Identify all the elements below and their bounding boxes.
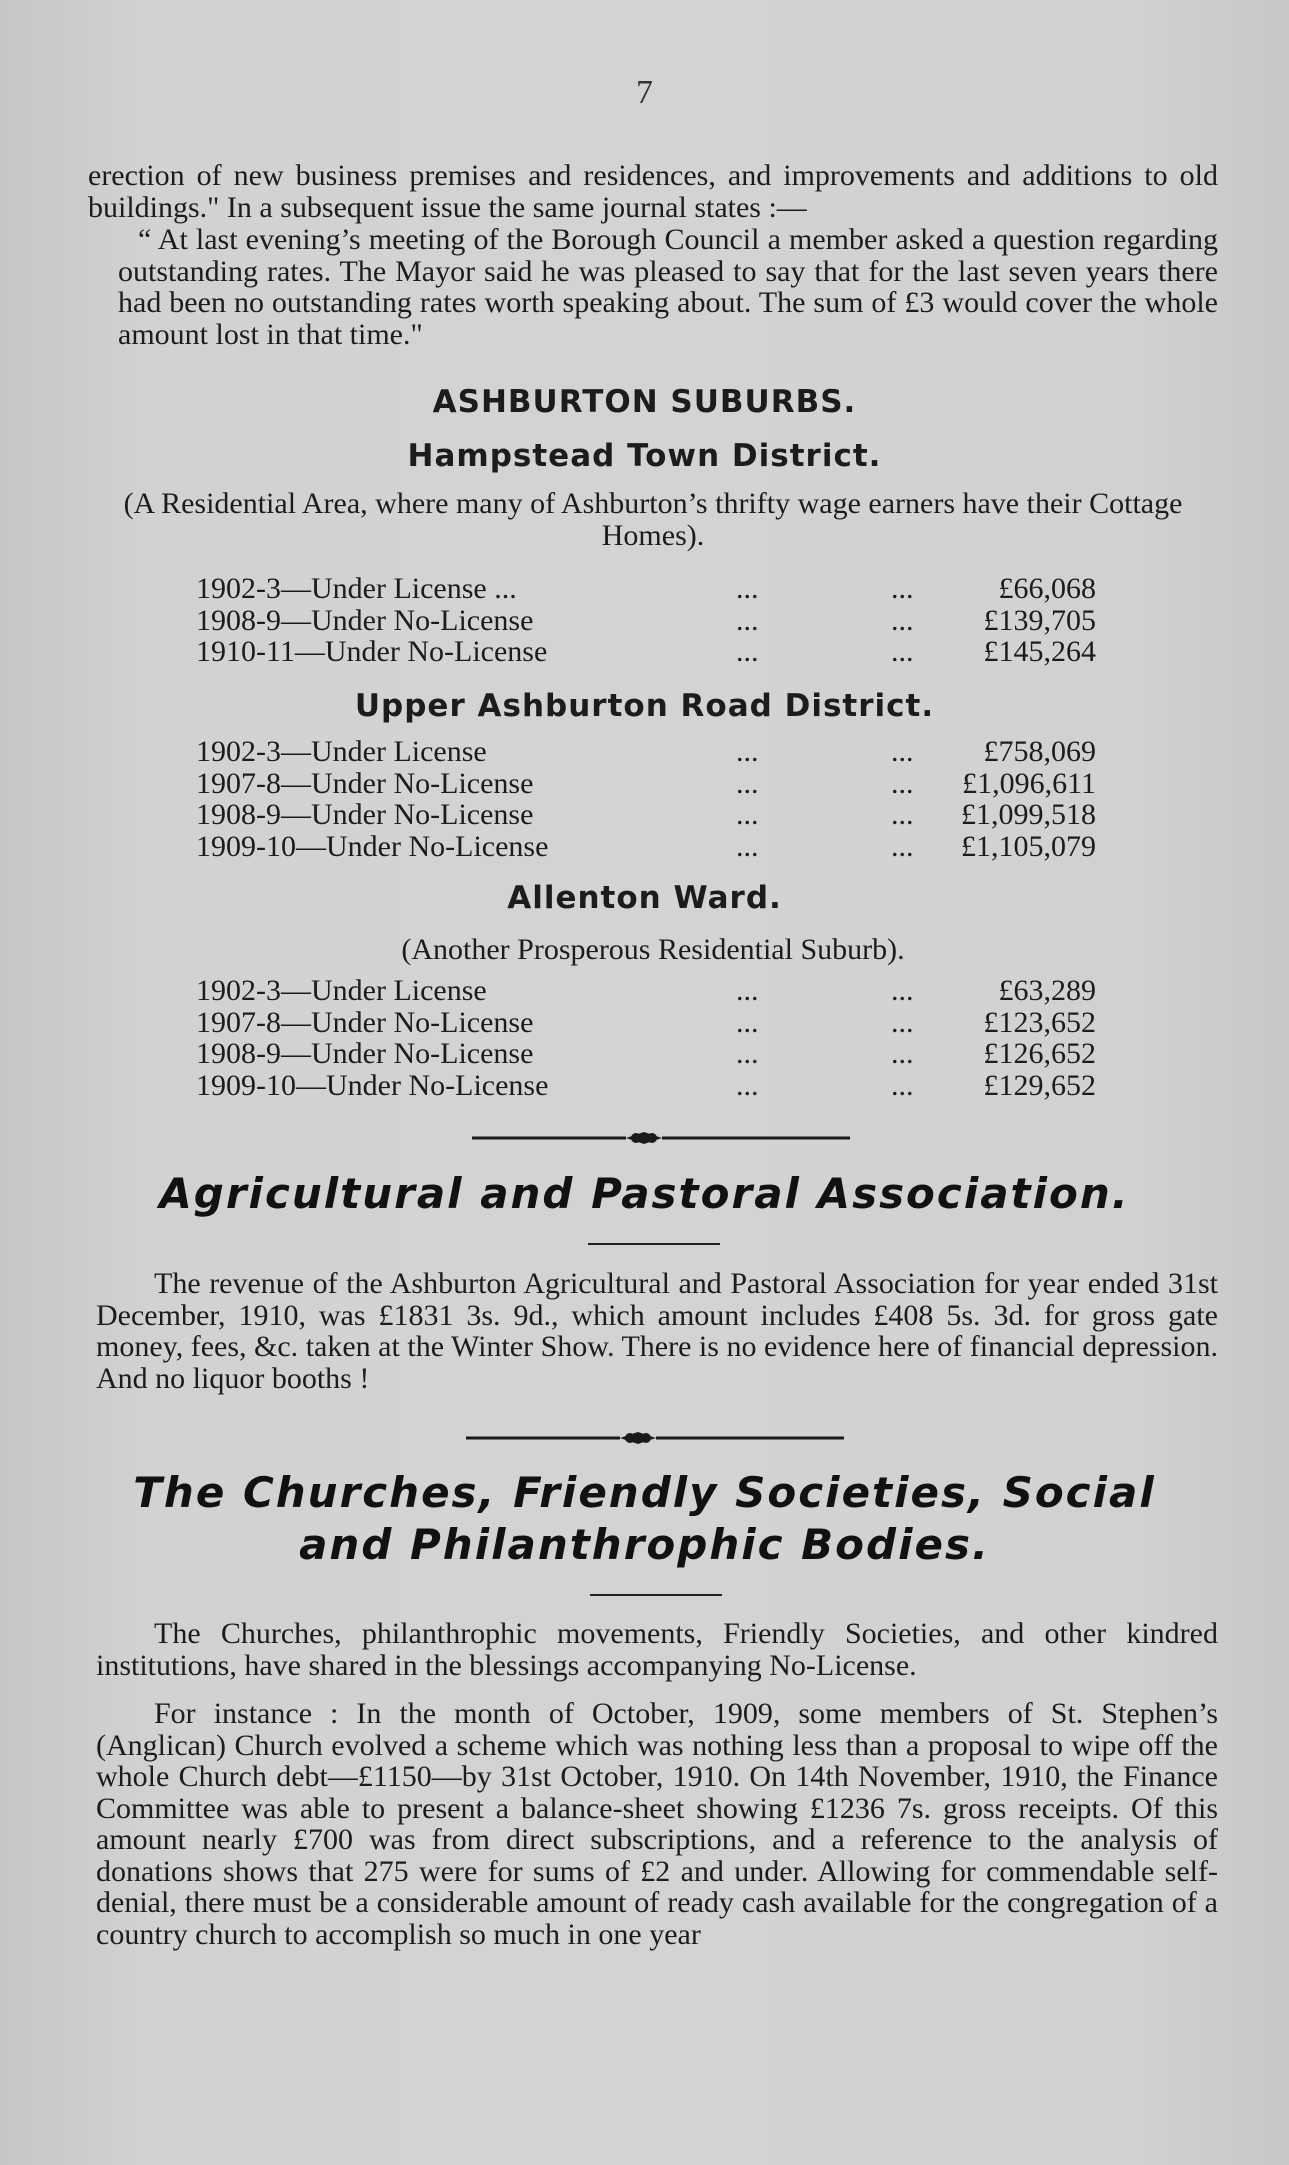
table-row xyxy=(196,975,1096,1007)
row-amount: £123,652 xyxy=(983,1005,1096,1039)
row-label: 1907-8—Under No-License xyxy=(196,1005,534,1039)
row-leader: ... xyxy=(736,766,759,800)
table-row xyxy=(196,605,1096,637)
row-leader: ... xyxy=(736,603,759,637)
agricultural-paragraph: The revenue of the Ashburton Agricultural and Pastoral Association for year ended 31st December, 1910, was £1831 3s. 9d., which amount includes £408 5s. 3d. for gross gate money, fees, &c. taken at the Winter Show. There is no evidence here of financial depression. And no liquor booths ! xyxy=(96,1267,1218,1395)
row-label: 1909-10—Under No-License xyxy=(196,1068,549,1102)
intro-quote xyxy=(118,224,1218,350)
allenton-table xyxy=(196,975,1096,1101)
row-leader: ... xyxy=(736,829,759,863)
row-label: 1907-8—Under No-License xyxy=(196,766,534,800)
row-leader: ... xyxy=(736,1037,759,1070)
row-leader: ... xyxy=(736,798,759,831)
row-label: 1910-11—Under No-License xyxy=(196,635,548,668)
churches-title-line1: The Churches, Friendly Societies, Social xyxy=(133,1468,1156,1517)
table-row xyxy=(196,736,1096,768)
row-amount: £145,264 xyxy=(983,635,1096,668)
row-label: 1902-3—Under License ... xyxy=(196,572,517,605)
agricultural-title: Agricultural and Pastoral Association. xyxy=(159,1169,1130,1218)
row-leader: ... xyxy=(891,1068,914,1102)
row-label: 1908-9—Under No-License xyxy=(196,1037,534,1070)
row-leader: ... xyxy=(736,974,759,1007)
churches-paragraph-1: The Churches, philanthrophic movements, Friendly Societies, and other kindred institutions, have shared in the blessings accompanying No-License. xyxy=(96,1617,1218,1682)
short-rule xyxy=(588,1243,720,1245)
table-row xyxy=(196,573,1096,605)
row-amount: £63,289 xyxy=(998,974,1096,1007)
row-leader: ... xyxy=(891,766,914,800)
row-label: 1908-9—Under No-License xyxy=(196,603,534,637)
row-leader: ... xyxy=(736,635,759,668)
row-label: 1909-10—Under No-License xyxy=(196,829,549,863)
row-amount: £139,705 xyxy=(983,603,1096,637)
row-leader: ... xyxy=(891,572,914,605)
district-title-upper-ashburton: Upper Ashburton Road District. xyxy=(354,688,935,724)
row-leader: ... xyxy=(891,1037,914,1070)
table-row xyxy=(196,768,1096,800)
table-row xyxy=(196,1038,1096,1070)
row-leader: ... xyxy=(736,735,759,768)
district-note-allenton: (Another Prosperous Residential Suburb). xyxy=(401,933,905,966)
intro-paragraph: erection of new business premises and residences, and improvements and additions to old buildings." In a subsequent issue the same journal states :— xyxy=(88,159,1218,224)
page-number: 7 xyxy=(636,74,653,111)
churches-title-line2: and Philanthrophic Bodies. xyxy=(299,1520,990,1569)
ornament-divider xyxy=(0,1130,1289,1146)
row-label: 1908-9—Under No-License xyxy=(196,798,534,831)
suburbs-title: ASHBURTON SUBURBS. xyxy=(432,384,857,420)
row-leader: ... xyxy=(736,572,759,605)
ornament-divider xyxy=(0,1430,1289,1446)
table-row xyxy=(196,636,1096,668)
row-leader: ... xyxy=(891,798,914,831)
row-label: 1902-3—Under License xyxy=(196,735,487,768)
table-row xyxy=(196,1070,1096,1102)
hampstead-table xyxy=(196,573,1096,668)
row-leader: ... xyxy=(736,1005,759,1039)
row-amount: £66,068 xyxy=(998,572,1096,605)
row-leader: ... xyxy=(736,1068,759,1102)
district-title-hampstead: Hampstead Town District. xyxy=(407,438,882,474)
table-row xyxy=(196,1007,1096,1039)
row-leader: ... xyxy=(891,635,914,668)
district-note-hampstead: (A Residential Area, where many of Ashburton’s thrifty wage earners have their Cottage Homes). xyxy=(123,487,1183,552)
intro-quote-text: “ At last evening’s meeting of the Borough Council a member asked a question regarding outstanding rates. The Mayor said he was pleased to say that for the last seven years there had been no outstanding rates worth speaking about. The sum of £3 would cover the whole amount lost in that time." xyxy=(118,223,1218,351)
short-rule xyxy=(590,1594,722,1596)
row-amount: £758,069 xyxy=(983,735,1096,768)
row-leader: ... xyxy=(891,829,914,863)
row-amount: £126,652 xyxy=(983,1037,1096,1070)
upper-ashburton-table xyxy=(196,736,1096,862)
row-leader: ... xyxy=(891,974,914,1007)
row-leader: ... xyxy=(891,735,914,768)
row-leader: ... xyxy=(891,603,914,637)
row-amount: £129,652 xyxy=(983,1068,1096,1102)
table-row xyxy=(196,831,1096,863)
row-amount: £1,105,079 xyxy=(961,829,1096,863)
row-amount: £1,099,518 xyxy=(961,798,1096,831)
row-label: 1902-3—Under License xyxy=(196,974,487,1007)
churches-paragraph-2: For instance : In the month of October, 1909, some members of St. Stephen’s (Anglican) Church evolved a scheme which was nothing less than a proposal to wipe off the whole Church debt—£1150—by 31st October, 1910. On 14th November, 1910, the Finance Committee was able to present a balance-sheet showing £1236 7s. gross receipts. Of this amount nearly £700 was from direct subscriptions, and a reference to the analysis of donations shows that 275 were for sums of £2 and under. Allowing for commendable self-denial, there must be a considerable amount of ready cash available for the congregation of a country church to accomplish so much in one year xyxy=(96,1697,1218,1951)
district-title-allenton: Allenton Ward. xyxy=(507,880,782,916)
row-amount: £1,096,611 xyxy=(962,766,1096,800)
table-row xyxy=(196,799,1096,831)
row-leader: ... xyxy=(891,1005,914,1039)
